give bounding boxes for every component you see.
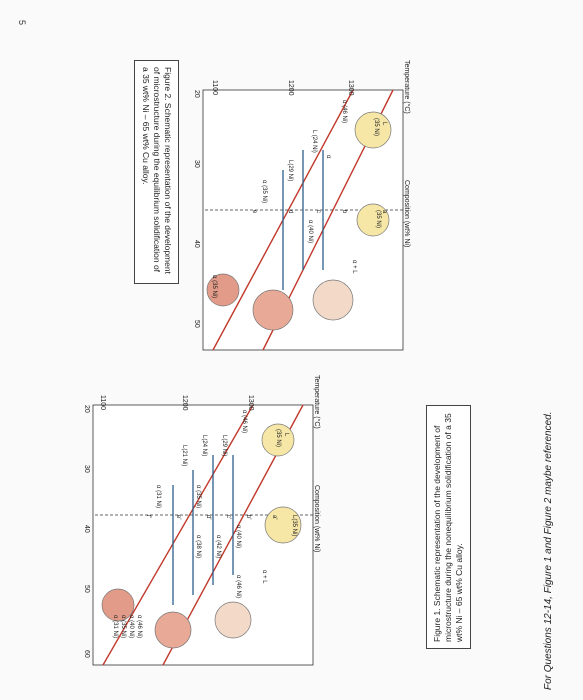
fig1-xtick-30: 30 xyxy=(83,465,90,473)
fig2-label-alphaL: α + L xyxy=(351,260,357,274)
fig2-pt-c: c xyxy=(315,210,321,213)
fig1-ring-31: α (31 Ni) xyxy=(112,615,118,639)
fig1-label-L: L xyxy=(283,433,289,437)
fig1-xtick-60: 60 xyxy=(83,650,90,658)
fig2-label-L29: L(29 Ni) xyxy=(287,160,293,182)
fig1-label-alpha46: α (46 Ni) xyxy=(241,410,247,434)
fig2-label-alpha-bottom: α (35 Ni) xyxy=(211,275,217,299)
fig1-pt-e: e' xyxy=(175,515,181,520)
fig2-xtick-20: 20 xyxy=(193,90,200,98)
fig2-label-L35b: (35 Ni) xyxy=(375,210,381,229)
fig2-ytick-1100: 1100 xyxy=(211,80,218,96)
fig1-ring-35: α (35 Ni) xyxy=(120,615,126,639)
fig1-label-L35b: L(35 Ni) xyxy=(291,515,297,537)
fig2-ytick-1200: 1200 xyxy=(287,80,294,96)
fig2-label-alpha-small: α xyxy=(325,155,331,159)
fig1-label-alpha31: α (31 Ni) xyxy=(155,485,161,509)
fig2-xtick-40: 40 xyxy=(193,240,200,248)
fig1-label-alpha40: α (40 Ni) xyxy=(235,525,241,549)
fig1-xlabel: Composition (wt% Ni) xyxy=(313,485,320,553)
fig1-ytick-1100: 1100 xyxy=(99,395,106,411)
figure1-phase-diagram xyxy=(83,375,323,675)
fig1-pt-f: f' xyxy=(145,515,151,518)
fig1-ylabel: Temperature (°C) xyxy=(313,375,320,429)
fig1-xtick-40: 40 xyxy=(83,525,90,533)
fig2-pt-d: d xyxy=(287,210,293,214)
fig1-pt-c: c' xyxy=(225,515,231,520)
fig1-ytick-1200: 1200 xyxy=(181,395,188,411)
fig1-label-alpha38: α (38 Ni) xyxy=(195,535,201,559)
fig2-xtick-30: 30 xyxy=(193,160,200,168)
fig1-label-L29: L(29 Ni) xyxy=(221,435,227,457)
page-number: 5 xyxy=(17,20,27,26)
fig1-xtick-20: 20 xyxy=(83,405,90,413)
fig2-label-alpha35: α (35 Ni) xyxy=(261,180,267,204)
fig1-label-alphaL: α + L xyxy=(261,570,267,584)
fig2-label-L24: L (24 Ni) xyxy=(311,130,317,153)
fig2-pt-e: e xyxy=(251,210,257,214)
fig2-xtick-50: 50 xyxy=(193,320,200,328)
fig2-xlabel: Composition (wt% Ni) xyxy=(403,180,410,248)
fig1-label-alpha46b: α (46 Ni) xyxy=(235,575,241,599)
fig2-label-L35: (35 Ni) xyxy=(373,118,379,137)
fig1-ring-40: α (40 Ni) xyxy=(128,615,134,639)
figure2-caption: Figure 2. Schematic representation of the development of microstructure during the equilibrium solidification of a 35 wt% Ni – 65 wt% Cu alloy. xyxy=(134,60,179,284)
fig1-xtick-50: 50 xyxy=(83,585,90,593)
fig1-pt-b: b' xyxy=(245,515,251,520)
fig1-pt-a: a' xyxy=(271,515,277,520)
figure2-phase-diagram xyxy=(193,60,413,360)
fig2-pt-a: a xyxy=(381,210,387,214)
fig1-pt-d: d' xyxy=(205,515,211,520)
fig1-label-L24: L(24 Ni) xyxy=(201,435,207,457)
fig1-label-alpha35: α (35 Ni) xyxy=(195,485,201,509)
fig2-label-alpha40: α (40 Ni) xyxy=(307,220,313,244)
instruction-text: For Questions 12-14, Figure 1 and Figure 2 maybe referenced. xyxy=(543,411,554,690)
fig2-pt-b: b xyxy=(341,210,347,214)
figure1-caption: Figure 1. Schematic representation of the development of microstructure during the nonequilibrium solidification of a 35 wt% Ni – 65 wt% Cu alloy. xyxy=(426,405,471,649)
fig1-ytick-1300: 1300 xyxy=(247,395,254,411)
fig2-label-L: L xyxy=(381,122,387,126)
fig2-ytick-1300: 1300 xyxy=(347,80,354,96)
fig1-label-L35: (35 Ni) xyxy=(275,429,281,448)
fig1-label-L21: L(21 Ni) xyxy=(181,445,187,467)
fig2-label-alpha46: α (46 Ni) xyxy=(341,100,347,124)
fig1-ring-46: α (46 Ni) xyxy=(136,615,142,639)
fig1-label-alpha42: α (42 Ni) xyxy=(215,535,221,559)
fig2-ylabel: Temperature (°C) xyxy=(403,60,410,114)
